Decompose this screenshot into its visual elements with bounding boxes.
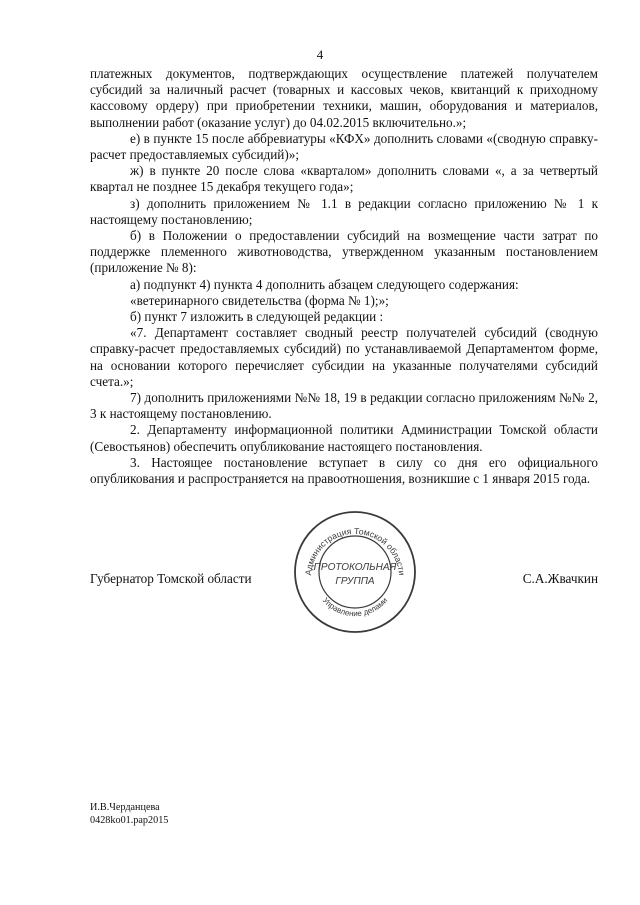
paragraph: «ветеринарного свидетельства (форма № 1);»; xyxy=(130,292,389,308)
stamp-center-line2: ГРУППА xyxy=(335,576,375,587)
footer-author: И.В.Черданцева xyxy=(90,802,160,813)
stamp-outer-text: Администрация Томской области xyxy=(303,525,407,576)
paragraph: платежных документов, подтверждающих осуществление платежей получателем субсидий за наличный расчет (товарных и кассовых чеков, квитанций к приходному кассовому ордеру) при приобретении техники, машин, оборудования и материалов, выполнении работ (оказание услуг) до 04.02.2015 включительно.»; xyxy=(90,66,598,130)
paragraph: е) в пункте 15 после аббревиатуры «КФХ» дополнить словами «(сводную справку-расчет предоставляемых субсидий)»; xyxy=(90,130,598,163)
paragraph: з) дополнить приложением № 1.1 в редакции согласно приложению № 1 к настоящему постановлению; xyxy=(90,195,598,227)
document-footer xyxy=(90,801,168,827)
paragraph: 7) дополнить приложениями №№ 18, 19 в редакции согласно приложениям №№ 2, 3 к настоящему постановлению. xyxy=(90,390,598,422)
paragraph: «7. Департамент составляет сводный реестр получателей субсидий (сводную справку-расчет предоставляемых субсидий) по устанавливаемой Департаментом форме, на основании которого перечисляет субсидии на указанные получателями субсидий счета.»; xyxy=(90,325,598,389)
document-body xyxy=(90,66,598,487)
footer-file-ref: 0428ko01.pap2015 xyxy=(90,815,169,826)
paragraph: ж) в пункте 20 после слова «кварталом» дополнить словами «, а за четвертый квартал не позднее 15 декабря текущего года»; xyxy=(90,163,598,195)
paragraph: 2. Департаменту информационной политики Администрации Томской области (Севостьянов) обеспечить опубликование настоящего постановления. xyxy=(90,422,598,454)
paragraph: б) пункт 7 изложить в следующей редакции : xyxy=(130,309,384,325)
stamp-center-line1: ПРОТОКОЛЬНАЯ xyxy=(313,562,397,573)
stamp-bottom-text: Управление делами xyxy=(320,595,390,619)
paragraph: 3. Настоящее постановление вступает в силу со дня его официального опубликования и распространяется на правоотношения, возникшие с 1 января 2015 года. xyxy=(90,454,598,487)
official-stamp xyxy=(291,508,419,636)
signatory-name: С.А.Жвачкин xyxy=(522,571,598,586)
paragraph: а) подпункт 4) пункта 4 дополнить абзацем следующего содержания: xyxy=(130,276,519,292)
page-number: 4 xyxy=(316,47,324,62)
paragraph: б) в Положении о предоставлении субсидий на возмещение части затрат по поддержке племенного животноводства, утвержденном указанным постановлением (приложение № 8): xyxy=(90,228,598,276)
signatory-position: Губернатор Томской области xyxy=(90,571,252,586)
